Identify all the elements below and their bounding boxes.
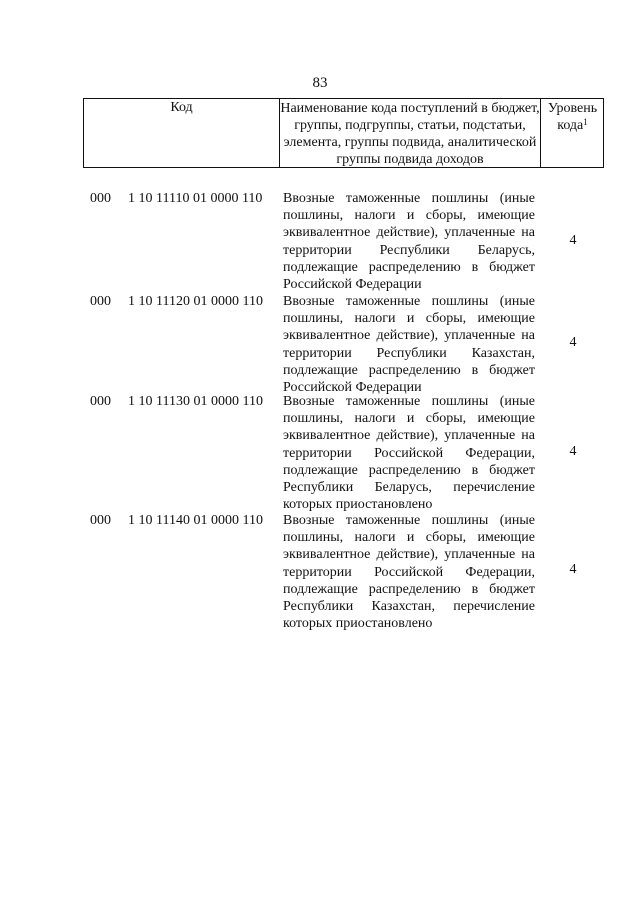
admin-code: 000 — [90, 513, 111, 528]
table-header — [83, 98, 604, 168]
revenue-name: Ввозные таможенные пошлины (иные пошлины, налоги и сборы, имеющие эквивалентное действие), уплаченные на территории Республики Беларусь, подлежащие распределению в бюджет Российской Федерации — [283, 191, 535, 293]
code-level: 4 — [569, 444, 577, 459]
admin-code: 000 — [90, 394, 111, 409]
revenue-name: Ввозные таможенные пошлины (иные пошлины, налоги и сборы, имеющие эквивалентное действие), уплаченные на территории Российской Федерации, подлежащие распределению в бюджет Республики Беларусь, перечисление которых приостановлено — [283, 394, 535, 513]
revenue-name: Ввозные таможенные пошлины (иные пошлины, налоги и сборы, имеющие эквивалентное действие), уплаченные на территории Республики Казахстан, подлежащие распределению в бюджет Российской Федерации — [283, 294, 535, 396]
revenue-code: 1 10 11110 01 0000 110 — [128, 191, 263, 206]
revenue-code: 1 10 11140 01 0000 110 — [128, 513, 263, 528]
code-level: 4 — [569, 335, 577, 350]
page-number: 83 — [312, 75, 328, 91]
header-level-label: Уровень кода — [547, 101, 598, 133]
revenue-code: 1 10 11120 01 0000 110 — [128, 294, 263, 309]
header-level — [541, 99, 604, 168]
revenue-code: 1 10 11130 01 0000 110 — [128, 394, 263, 409]
header-code: Код — [84, 99, 280, 167]
footnote-marker: 1 — [583, 117, 588, 127]
code-level: 4 — [569, 233, 577, 248]
header-name: Наименование кода поступлений в бюджет, группы, подгруппы, статьи, подстатьи, элемента, группы подвида, аналитической группы подвида доходов — [280, 101, 540, 167]
admin-code: 000 — [90, 191, 111, 206]
revenue-name: Ввозные таможенные пошлины (иные пошлины, налоги и сборы, имеющие эквивалентное действие), уплаченные на территории Российской Федерации, подлежащие распределению в бюджет Республики Казахстан, перечисление которых приостановлено — [283, 513, 535, 632]
code-level: 4 — [569, 562, 577, 577]
admin-code: 000 — [90, 294, 111, 309]
